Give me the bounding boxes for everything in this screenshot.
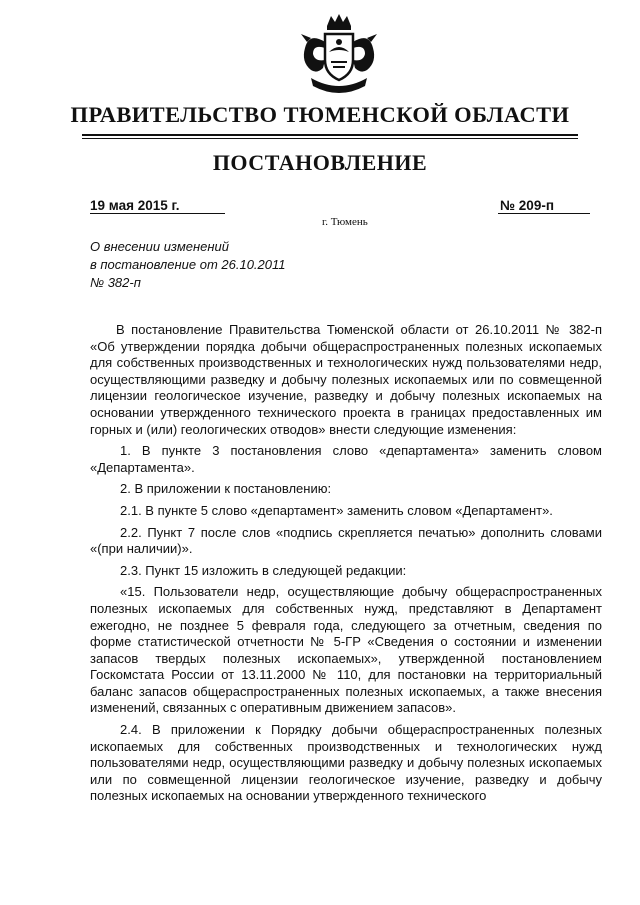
body-paragraph: 2.2. Пункт 7 после слов «подпись скрепляется печатью» дополнить словами «(при наличии)». (90, 524, 602, 557)
body-paragraph: «15. Пользователи недр, осуществляющие добычу общераспространенных полезных ископаемых для собственных нужд, представляют в Департамент ежегодно, не позднее 5 февраля года, следующего за отчетным, сведения по форме статистической отчетности № 5-ГР «Сведения о состоянии и изменении запасов твердых полезных ископаемых», утвержденной постановлением Госкомстата России от 13.11.2000 № 110, для постановки на территориальный баланс запасов общераспространенных полезных ископаемых, а также внесения изменений, связанных с оперативным движением запасов». (90, 584, 602, 716)
document-number: № 209-п (500, 198, 554, 213)
subject-line: в постановление от 26.10.2011 (90, 257, 286, 272)
document-body (90, 322, 602, 810)
body-paragraph: 2.3. Пункт 15 изложить в следующей редакции: (120, 562, 407, 578)
tyumen-coat-of-arms-icon (295, 12, 383, 104)
header-divider-thin (82, 138, 578, 139)
subject-line: № 382-п (90, 275, 141, 290)
body-paragraph: 2.1. В пункте 5 слово «департамент» заменить словом «Департамент». (120, 502, 553, 518)
document-subject (90, 238, 286, 292)
subject-line: О внесении изменений (90, 239, 229, 254)
government-title: ПРАВИТЕЛЬСТВО ТЮМЕНСКОЙ ОБЛАСТИ (70, 102, 570, 127)
body-paragraph: В постановление Правительства Тюменской области от 26.10.2011 № 382-п «Об утверждении порядка добычи общераспространенных полезных ископаемых для собственных производственных и технологических нужд пользователями недр, осуществляющими разведку и добычу полезных ископаемых или по совмещенной лицензии геологическое изучение, разведку и добычу полезных ископаемых на основании утвержденного технического проекта в границах предоставленных им горных и (или) геологических отводов» внести следующие изменения: (90, 322, 602, 437)
body-paragraph: 2.4. В приложении к Порядку добычи общераспространенных полезных ископаемых для собственных производственных и технологических нужд пользователями недр, осуществляющими разведку и добычу полезных ископаемых или по совмещенной лицензии геологическое изучение, разведку и добычу полезных ископаемых на основании утвержденного технического (90, 722, 602, 804)
date-underline (90, 213, 225, 214)
document-type: ПОСТАНОВЛЕНИЕ (212, 150, 428, 175)
header-divider (82, 134, 578, 136)
document-city: г. Тюмень (322, 216, 368, 228)
body-paragraph: 2. В приложении к постановлению: (120, 481, 332, 497)
number-underline (498, 213, 590, 214)
body-paragraph: 1. В пункте 3 постановления слово «департамента» заменить словом «Департамента». (90, 443, 602, 475)
document-date: 19 мая 2015 г. (90, 198, 180, 213)
